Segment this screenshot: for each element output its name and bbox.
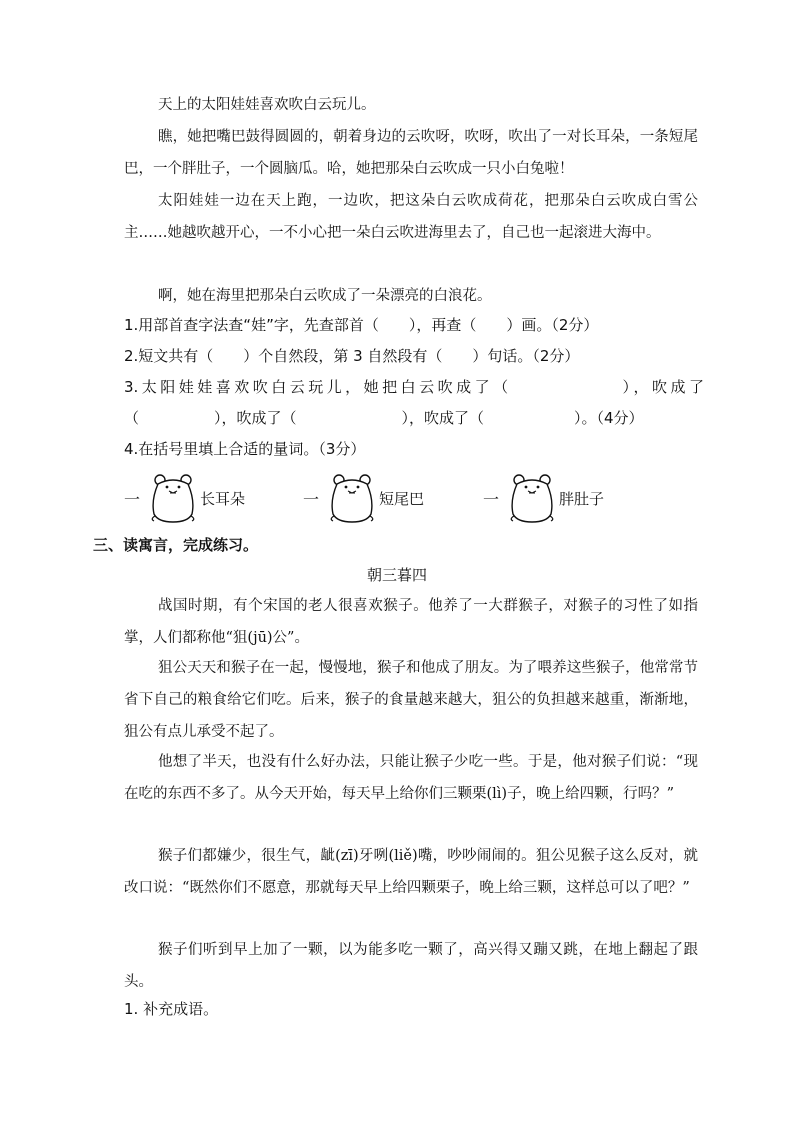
fable-paragraph-1: 战国时期，有个宋国的老人很喜欢猴子。他养了一大群猴子，对猴子的习性了如指掌，人们都称他“狙(jū)公”。 [124, 598, 698, 646]
measure-word-item-3 [483, 468, 604, 528]
question-2: 2.短文共有（ ）个自然段，第 3 自然段有（ ）句话。（2分） [124, 347, 580, 365]
measure-word-label: 长耳朵 [200, 489, 246, 508]
fable-paragraph-3: 他想了半天，也没有什么好办法，只能让猴子少吃一些。于是，他对猴子们说：“现在吃的东西不多了。从今天开始，每天早上给你们三颗栗(lì)子，晚上给四颗，行吗？” [124, 754, 698, 802]
hamster-blank-icon[interactable] [507, 472, 557, 524]
fable-paragraph-4: 猴子们都嫌少，很生气，龇(zī)牙咧(liě)嘴，吵吵闹闹的。狙公见猴子这么反对，就改口说：“既然你们不愿意，那就每天早上给四颗栗子，晚上给三颗，这样总可以了吧？” [124, 848, 698, 896]
measure-word-item-2 [303, 468, 424, 528]
measure-word-dash: 一 [124, 489, 141, 509]
passage1-paragraph-2: 瞧，她把嘴巴鼓得圆圆的，朝着身边的云吹呀，吹呀，吹出了一对长耳朵，一条短尾巴，一个胖肚子，一个圆脑瓜。哈，她把那朵白云吹成一只小白兔啦！ [124, 129, 698, 177]
fable-title: 朝三暮四 [366, 566, 427, 584]
passage1-paragraph-4: 啊，她在海里把那朵白云吹成了一朵漂亮的白浪花。 [158, 288, 492, 304]
fable-question-1: 1. 补充成语。 [124, 1000, 219, 1018]
measure-word-dash: 一 [483, 489, 500, 509]
section-heading: 三、读寓言，完成练习。 [93, 536, 259, 554]
measure-word-item-1 [124, 468, 245, 528]
measure-word-label: 胖肚子 [559, 489, 605, 508]
question-1: 1.用部首查字法查“娃”字，先查部首（ ），再查（ ）画。（2分） [124, 316, 599, 334]
passage1-paragraph-3: 太阳娃娃一边在天上跑，一边吹，把这朵白云吹成荷花，把那朵白云吹成白雪公主……她越吹越开心，一不小心把一朵白云吹进海里去了，自己也一起滚进大海中。 [124, 193, 698, 241]
hamster-blank-icon[interactable] [148, 472, 198, 524]
measure-word-label: 短尾巴 [379, 489, 425, 508]
measure-word-dash: 一 [303, 489, 320, 509]
passage1-paragraph-1: 天上的太阳娃娃喜欢吹白云玩儿。 [158, 97, 376, 113]
question-4: 4.在括号里填上合适的量词。（3分） [124, 440, 366, 458]
question-3: 3.太阳娃娃喜欢吹白云玩儿，她把白云吹成了（ ），吹成了（ ），吹成了（ ），吹成了（ ）。（4分） [124, 378, 704, 427]
hamster-blank-icon[interactable] [327, 472, 377, 524]
fable-paragraph-2: 狙公天天和猴子在一起，慢慢地，猴子和他成了朋友。为了喂养这些猴子，他常常节省下自己的粮食给它们吃。后来，猴子的食量越来越大，狙公的负担越来越重，渐渐地，狙公有点儿承受不起了。 [124, 660, 698, 740]
fable-paragraph-5: 猴子们听到早上加了一颗，以为能多吃一颗了，高兴得又蹦又跳，在地上翻起了跟头。 [124, 942, 698, 990]
